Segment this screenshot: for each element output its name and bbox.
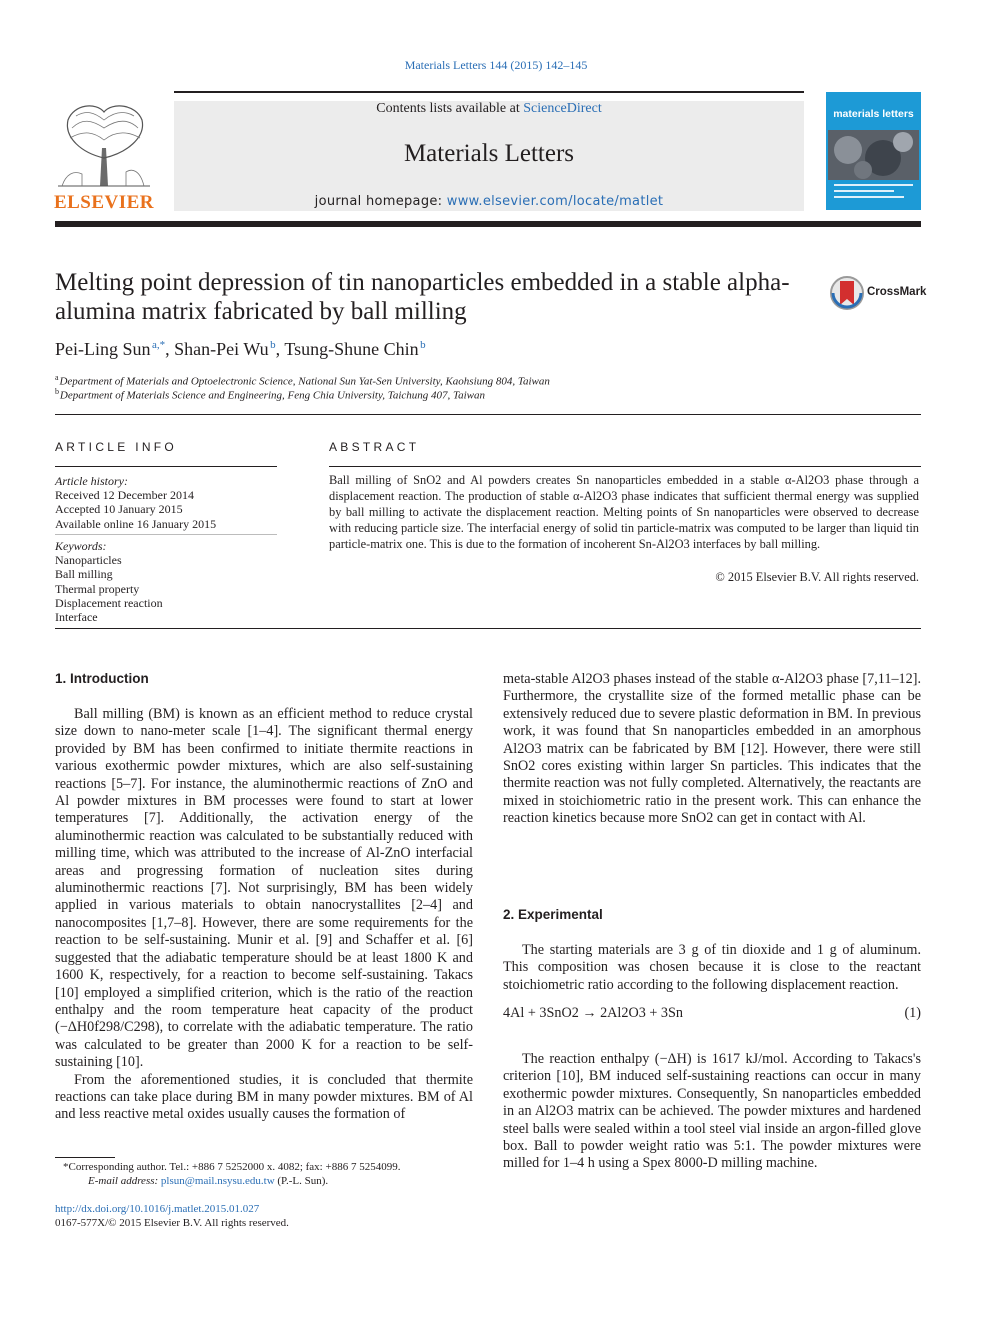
abstract-copyright: © 2015 Elsevier B.V. All rights reserved.	[715, 570, 919, 584]
sciencedirect-link[interactable]: ScienceDirect	[523, 101, 602, 116]
section-heading-introduction: 1. Introduction	[55, 671, 149, 686]
article-info-label: ARTICLE INFO	[55, 440, 178, 454]
introduction-paragraph-2: From the aforementioned studies, it is concluded that thermite reactions can take place during BM in many powder mixtures. BM of Al and less reactive metal oxides usually causes the formation of	[55, 1071, 473, 1123]
banner-top-rule	[174, 91, 804, 93]
crossmark-icon	[829, 275, 865, 311]
divider	[55, 534, 277, 535]
abstract-label: ABSTRACT	[329, 440, 420, 454]
author-affiliation-marker[interactable]: b	[270, 339, 276, 351]
journal-cover-thumbnail[interactable]	[826, 92, 921, 210]
elsevier-wordmark: ELSEVIER	[53, 192, 155, 213]
affiliation-marker: a	[55, 373, 59, 382]
keyword: Thermal property	[55, 581, 140, 596]
experimental-paragraph-2: The reaction enthalpy (−ΔH) is 1617 kJ/mol. According to Takacs's criterion [10], BM induced self-sustaining reactions can occur in many exothermic powder mixtures. Consequently, Sn nanoparticles embedded in an Al2O3 matrix can be achieved. The powder mixtures and hardened steel balls were sealed within a tool steel vial inside an argon-filled glove box. Ball to powder weight ratio was 5:1. The powder mixtures were milled for 1–4 h using a Spex 8000-D milling machine.	[503, 1051, 921, 1172]
article-history-label: Article history:	[55, 474, 128, 488]
keyword: Nanoparticles	[55, 553, 122, 568]
experimental-paragraph: The starting materials are 3 g of tin dioxide and 1 g of aluminum. This composition was chosen because it is close to the reactant stoichiometric ratio according to the following displacement reaction.	[503, 942, 921, 993]
homepage-link[interactable]: www.elsevier.com/locate/matlet	[446, 194, 664, 209]
keywords-label: Keywords:	[55, 539, 107, 553]
cover-title: materials letters	[833, 108, 914, 120]
keywords-block	[55, 539, 277, 624]
author-list: Pei-Ling Sun $^{a,*}$, Shan-Pei Wu $^b$, Tsung-Shune Chin $^b$	[55, 339, 426, 359]
article-history	[55, 474, 277, 531]
cover-micrograph-image	[828, 130, 919, 180]
equation-number: (1)	[904, 1005, 921, 1021]
equation: 4Al + 3SnO2 → 2Al2O3 + 3Sn	[503, 1005, 683, 1021]
article-title: Melting point depression of tin nanoparticles embedded in a stable alpha-alumina matrix fabricated by ball milling	[55, 269, 790, 325]
journal-citation[interactable]: Materials Letters 144 (2015) 142–145	[404, 58, 588, 72]
divider	[329, 466, 921, 467]
introduction-column	[55, 706, 473, 1124]
equation-row	[503, 1005, 921, 1022]
affiliation-text: Department of Materials Science and Engineering, Feng Chia University, Taichung 407, Taiwan	[59, 389, 486, 402]
doi-link[interactable]: http://dx.doi.org/10.1016/j.matlet.2015.01.027	[55, 1203, 260, 1215]
cover-text-line	[834, 196, 904, 198]
abstract-text: Ball milling of SnO2 and Al powders creates Sn nanoparticles embedded in a stable α-Al2O3 phase through a displacement reaction. The production of stable α-Al2O3 phase indicates that sufficient thermal energy was supplied by ball milling to activate the displacement reaction. Melting points of Sn nanoparticles were observed to decrease with reducing particle size. The interfacial energy of solid tin particle-matrix was computed to be larger than liquid tin particle-matrix one. This is due to the formation of incoherent Sn-Al2O3 interfaces by ball milling.	[329, 473, 919, 551]
issn-copyright: 0167-577X/© 2015 Elsevier B.V. All rights reserved.	[55, 1217, 289, 1229]
introduction-continuation: meta-stable Al2O3 phases instead of the stable α-Al2O3 phase [7,11–12]. Furthermore, the crystallite size of the formed metallic phase can be extensively reduced due to severe plastic deformation in BM. In previous work, it was found that Sn nanoparticles embedded in an amorphous Al2O3 matrix can be fabricated by BM [12]. However, there were still SnO2 cores existing within larger Sn particles. This indicates that the thermite reaction was not fully completed. Alternatively, the reactants are mixed in stoichiometric ratio in the present work. This can enhance the reaction kinetics because more SnO2 can get in contact with Al.	[503, 671, 921, 827]
crossmark-label: CrossMark	[867, 286, 927, 298]
author-name: Shan-Pei Wu	[174, 339, 269, 359]
history-item: Received 12 December 2014	[55, 488, 194, 503]
contents-prefix: Contents lists available at	[376, 101, 524, 116]
author-name: Tsung-Shune Chin	[284, 339, 419, 359]
journal-name: Materials Letters	[403, 140, 575, 167]
footnote-email	[88, 1174, 488, 1188]
email-label: E-mail address:	[88, 1175, 161, 1187]
footnote-rule	[55, 1157, 115, 1158]
header-thick-rule	[55, 221, 921, 227]
experimental-column	[503, 942, 921, 994]
divider	[55, 466, 277, 467]
author-name: Pei-Ling Sun	[55, 339, 151, 359]
author-affiliation-marker[interactable]: b	[420, 339, 426, 351]
crossmark-badge[interactable]	[829, 275, 929, 311]
section-heading-experimental: 2. Experimental	[503, 907, 603, 922]
history-item: Accepted 10 January 2015	[55, 502, 183, 517]
cover-text-line	[834, 190, 894, 192]
keyword: Displacement reaction	[55, 595, 163, 610]
journal-homepage	[174, 194, 804, 209]
email-suffix: (P.-L. Sun).	[274, 1175, 329, 1187]
keyword: Interface	[55, 610, 98, 625]
affiliation	[55, 373, 915, 388]
experimental-column-2	[503, 1051, 921, 1173]
divider	[55, 628, 921, 629]
affiliation-marker: b	[55, 387, 59, 396]
footnote-corresponding: *Corresponding author. Tel.: +886 7 5252000 x. 4082; fax: +886 7 5254099.	[63, 1161, 401, 1173]
keyword: Ball milling	[55, 567, 113, 582]
introduction-paragraph: Ball milling (BM) is known as an efficient method to reduce crystal size down to nano-meter scale [1–4]. The significant thermal energy provided by BM has been confirmed to initiate thermite reactions in various exothermic powder mixtures, which are also self-sustaining reactions [5–7]. For instance, the aluminothermic reactions of ZnO and Al powder mixtures in BM processes were found to start at lower temperatures [7]. Additionally, the activation energy of the aluminothermic reaction was calculated to be substantially reduced with milling time, which was attributed to the increase of Al-ZnO interfacial areas and progressing formation of nucleation sites during aluminothermic reactions [7]. Not surprisingly, BM has been widely applied in various materials to obtain nanocrystallites [2–4] and nanocomposites [1,7–8]. However, there are some requirements for the reaction to be self-sustaining. Munir et al. [9] and Schaffer et al. [6] suggested that the adiabatic temperature should be at least 1800 K and 1600 K, respectively, for a reaction to become self-sustaining. Takacs [10] employed a simplified criterion, which is the ratio of the reaction enthalpy and the room temperature heat capacity of the product (−ΔH0f298/C298), to correlate with the adiabatic temperature. The ratio was calculated to be greater than 2000 K for a reaction to be self-sustaining [10].	[55, 706, 473, 1071]
email-link[interactable]: plsun@mail.nsysu.edu.tw	[160, 1175, 275, 1187]
history-item: Available online 16 January 2015	[55, 516, 217, 531]
introduction-continuation-column	[503, 671, 921, 828]
affiliation-text: Department of Materials and Optoelectronic Science, National Sun Yat-Sen University, Kaohsiung 804, Taiwan	[59, 375, 550, 388]
affiliation	[55, 387, 915, 402]
divider	[55, 414, 921, 415]
cover-text-line	[834, 184, 913, 186]
corresponding-author-note: Corresponding author. Tel.: +886 7 5252000 x. 4082; fax: +886 7 5254099.	[68, 1161, 401, 1173]
author-affiliation-marker[interactable]: a,*	[152, 339, 166, 351]
homepage-prefix: journal homepage:	[314, 194, 447, 209]
contents-line	[174, 101, 804, 117]
